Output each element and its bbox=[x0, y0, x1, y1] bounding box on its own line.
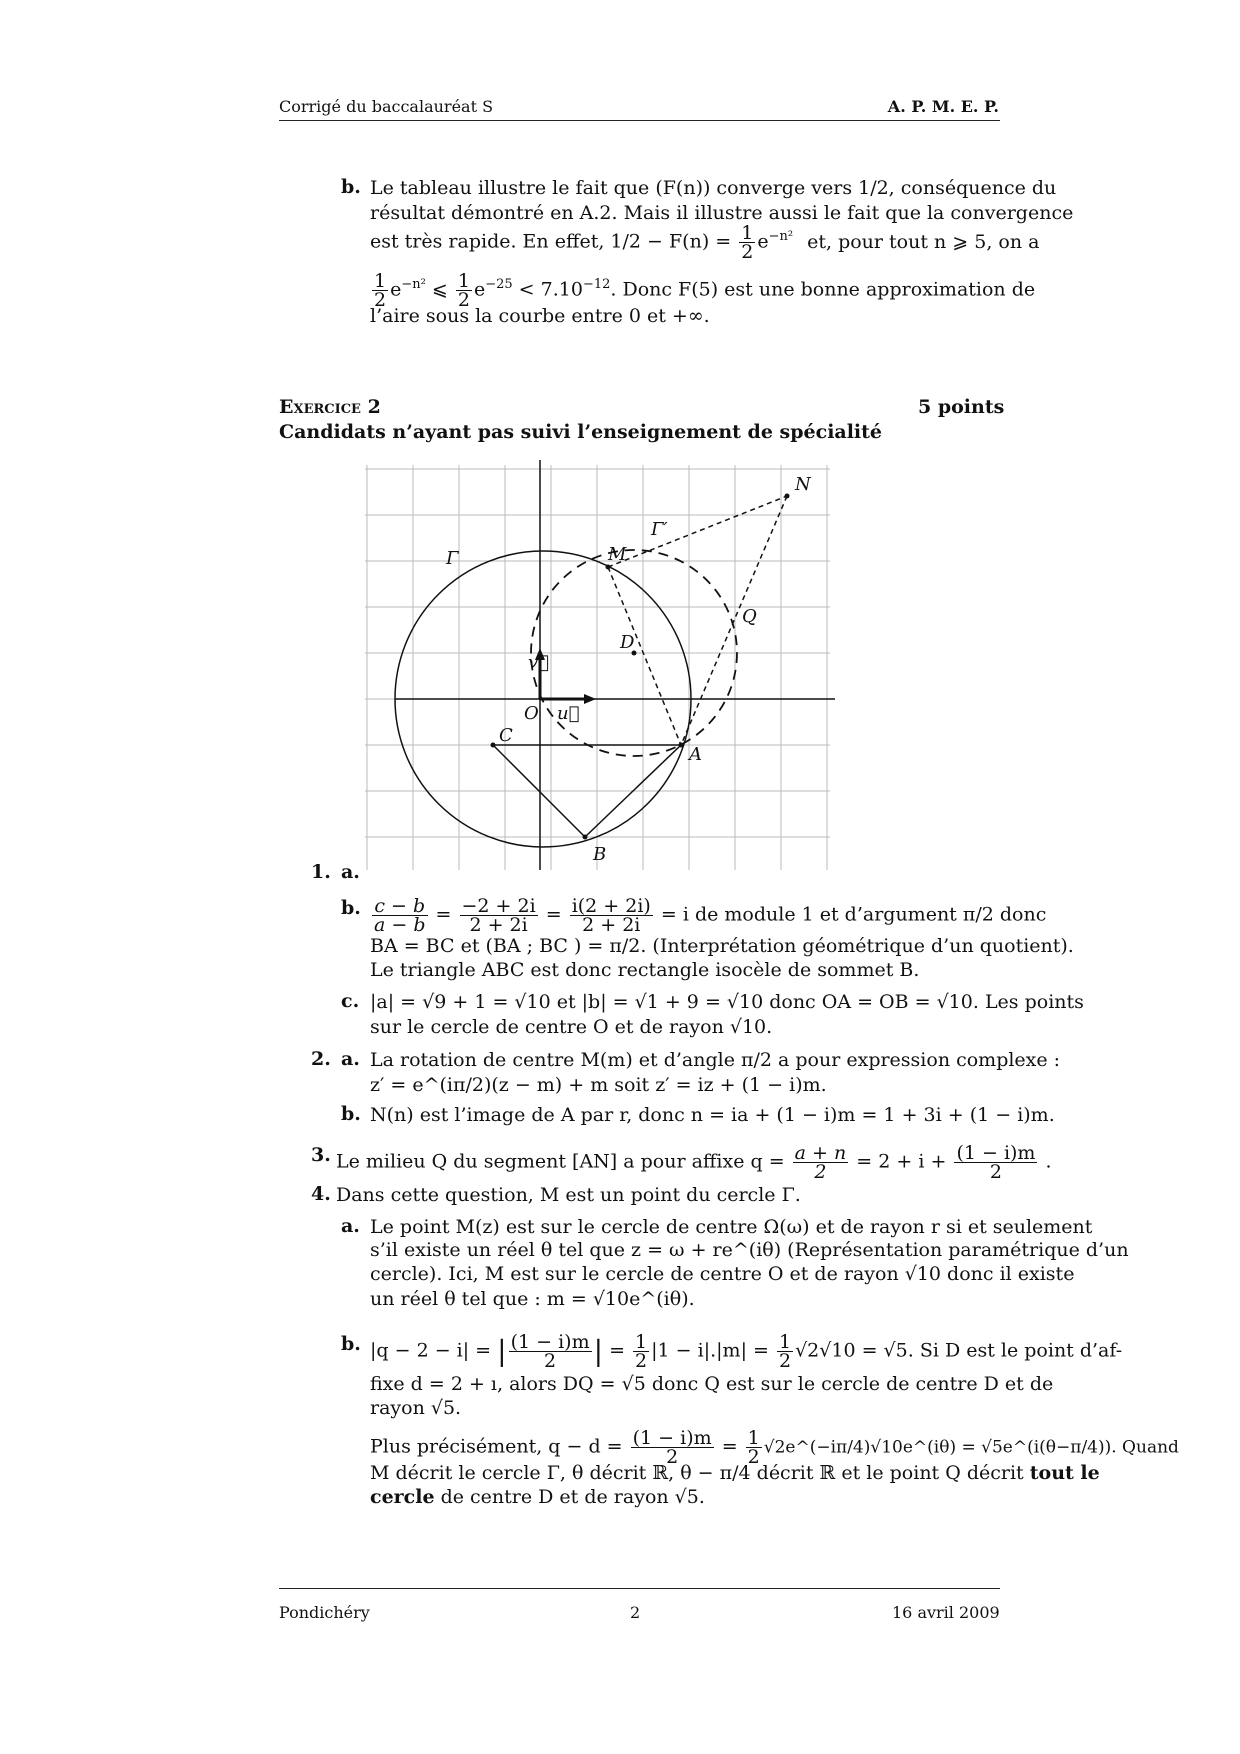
q4-b-line6: cercle de centre D et de rayon √5. bbox=[370, 1486, 705, 1508]
grid bbox=[365, 465, 830, 870]
vector-u-arrowhead bbox=[584, 694, 596, 704]
label-gamma-prime: Γ′ bbox=[651, 519, 668, 540]
part-b-line1: Le tableau illustre le fait que (F(n)) converge vers 1/2, conséquence du bbox=[370, 177, 1057, 199]
q4-b-line3: rayon √5. bbox=[370, 1397, 462, 1419]
q4-b-line4: Plus précisément, q − d = $\frac{(1 - i)m}{2}$ = $\frac{1}{2}$ √2e^(−iπ/4)√10e^(iθ) = √5e^(i(θ−π/4)). Quand bbox=[370, 1427, 1179, 1468]
label-u: u⃗ bbox=[557, 703, 580, 724]
point-b bbox=[583, 835, 588, 840]
half-fraction: $\frac{1}{2}$ bbox=[741, 222, 754, 263]
q4-b-line1: |q − 2 − i| = | $\frac{(1 - i)m}{2}$ | = $\frac{1}{2}$ |1 − i|.|m| = $\frac{1}{2}$ √2√10 = √5. Si D est le point d’af- bbox=[370, 1331, 1123, 1372]
label-n: N bbox=[795, 474, 811, 495]
label-m: M bbox=[608, 544, 627, 565]
part-b-line2: résultat démontré en A.2. Mais il illustre aussi le fait que la convergence bbox=[370, 202, 1074, 224]
label-b: B bbox=[593, 844, 607, 865]
segment-na bbox=[681, 496, 787, 745]
footer-right: 16 avril 2009 bbox=[892, 1603, 1000, 1622]
q4-b-line5: M décrit le cercle Γ, θ décrit ℝ, θ − π/4 décrit ℝ et le point Q décrit tout le bbox=[370, 1462, 1100, 1484]
segment-mn bbox=[608, 496, 787, 567]
q4-number: 4. bbox=[311, 1183, 331, 1205]
point-c bbox=[491, 743, 496, 748]
exercise-points: 5 points bbox=[918, 396, 1005, 418]
point-m bbox=[606, 565, 611, 570]
q4-a-line1: Le point M(z) est sur le cercle de centre Ω(ω) et de rayon r si et seulement bbox=[370, 1216, 1093, 1238]
q2-b-label: b. bbox=[341, 1103, 361, 1125]
q1-b-line3: Le triangle ABC est donc rectangle isocèle de sommet B. bbox=[370, 959, 920, 981]
segment-ma bbox=[608, 567, 681, 745]
part-b-l3a: est très rapide. En effet, 1/2 − F(n) = bbox=[370, 230, 732, 253]
q1-c-label: c. bbox=[341, 990, 360, 1012]
label-o: O bbox=[524, 703, 539, 724]
part-b-l3c: et, pour tout n ⩾ 5, on a bbox=[807, 230, 1040, 253]
q4-b-line2: fixe d = 2 + ı, alors DQ = √5 donc Q est sur le cercle de centre D et de bbox=[370, 1373, 1054, 1395]
q3-line: Le milieu Q du segment [AN] a pour affixe q = $\frac{a + n}{2}$ = 2 + i + $\frac{(1 - i)m}{2}$ . bbox=[336, 1142, 1052, 1183]
q3-number: 3. bbox=[311, 1144, 331, 1166]
footer-rule bbox=[279, 1588, 1000, 1589]
q2-a-line2: z′ = e^(iπ/2)(z − m) + m soit z′ = iz + (1 − i)m. bbox=[370, 1074, 827, 1096]
q4-b-label: b. bbox=[341, 1333, 361, 1355]
q1-number: 1. bbox=[311, 861, 331, 883]
q2-number: 2. bbox=[311, 1048, 331, 1070]
q1-c-line1: |a| = √9 + 1 = √10 et |b| = √1 + 9 = √10 donc OA = OB = √10. Les points bbox=[370, 991, 1084, 1013]
q2-b-line1: N(n) est l’image de A par r, donc n = ia + (1 − i)m = 1 + 3i + (1 − i)m. bbox=[370, 1104, 1055, 1126]
q1-b-line1: $\frac{c - b}{a - b}$ = $\frac{-2 + 2i}{2 + 2i}$ = $\frac{i(2 + 2i)}{2 + 2i}$ = i de module 1 et d’argument π/2 donc bbox=[374, 895, 1047, 936]
header-left: Corrigé du baccalauréat S bbox=[279, 97, 494, 116]
exercise-title: Exercice 2 bbox=[279, 396, 381, 418]
q1-a-label: a. bbox=[341, 861, 360, 883]
q2-a-line1: La rotation de centre M(m) et d’angle π/2 a pour expression complexe : bbox=[370, 1049, 1061, 1071]
q1-b-line2: BA = BC et (BA ; BC ) = π/2. (Interprétation géométrique d’un quotient). bbox=[370, 935, 1074, 957]
part-b-line5: l’aire sous la courbe entre 0 et +∞. bbox=[370, 305, 710, 327]
label-c: C bbox=[499, 725, 513, 746]
label-d: D bbox=[620, 632, 635, 653]
footer-left: Pondichéry bbox=[279, 1603, 370, 1622]
part-b-line3: est très rapide. En effet, 1/2 − F(n) = $\frac{1}{2}$ $e^{-n^2}$ et, pour tout n ⩾ 5, on a bbox=[370, 222, 1040, 263]
footer-page-number: 2 bbox=[630, 1603, 641, 1622]
q4-a-line4: un réel θ tel que : m = √10e^(iθ). bbox=[370, 1288, 695, 1310]
point-a bbox=[679, 743, 684, 748]
label-q: Q bbox=[742, 606, 757, 627]
header-rule bbox=[279, 120, 1000, 121]
part-b-label: b. bbox=[341, 176, 361, 198]
label-v: v⃗ bbox=[528, 652, 549, 673]
exercise-subtitle: Candidats n’ayant pas suivi l’enseignement de spécialité bbox=[279, 421, 883, 443]
q1-c-line2: sur le cercle de centre O et de rayon √10. bbox=[370, 1016, 773, 1038]
q2-a-label: a. bbox=[341, 1048, 360, 1070]
complex-plane-figure bbox=[360, 460, 840, 870]
part-b-line4: $\frac{1}{2}$ $e^{-n^2}$ ⩽ $\frac{1}{2}$ $e^{-25} < 7.10^{-12}$. Donc F(5) est une bonne approximation de bbox=[374, 270, 1036, 311]
label-gamma: Γ bbox=[446, 548, 459, 569]
q4-a-line3: cercle). Ici, M est sur le cercle de centre O et de rayon √10 donc il existe bbox=[370, 1263, 1075, 1285]
header-right: A. P. M. E. P. bbox=[887, 97, 999, 116]
q1-b-label: b. bbox=[341, 897, 361, 919]
point-n bbox=[785, 494, 790, 499]
q4-a-line2: s’il existe un réel θ tel que z = ω + re^(iθ) (Représentation paramétrique d’un bbox=[370, 1239, 1129, 1261]
label-a: A bbox=[689, 744, 702, 765]
q4-intro: Dans cette question, M est un point du cercle Γ. bbox=[336, 1184, 801, 1206]
q4-a-label: a. bbox=[341, 1215, 360, 1237]
